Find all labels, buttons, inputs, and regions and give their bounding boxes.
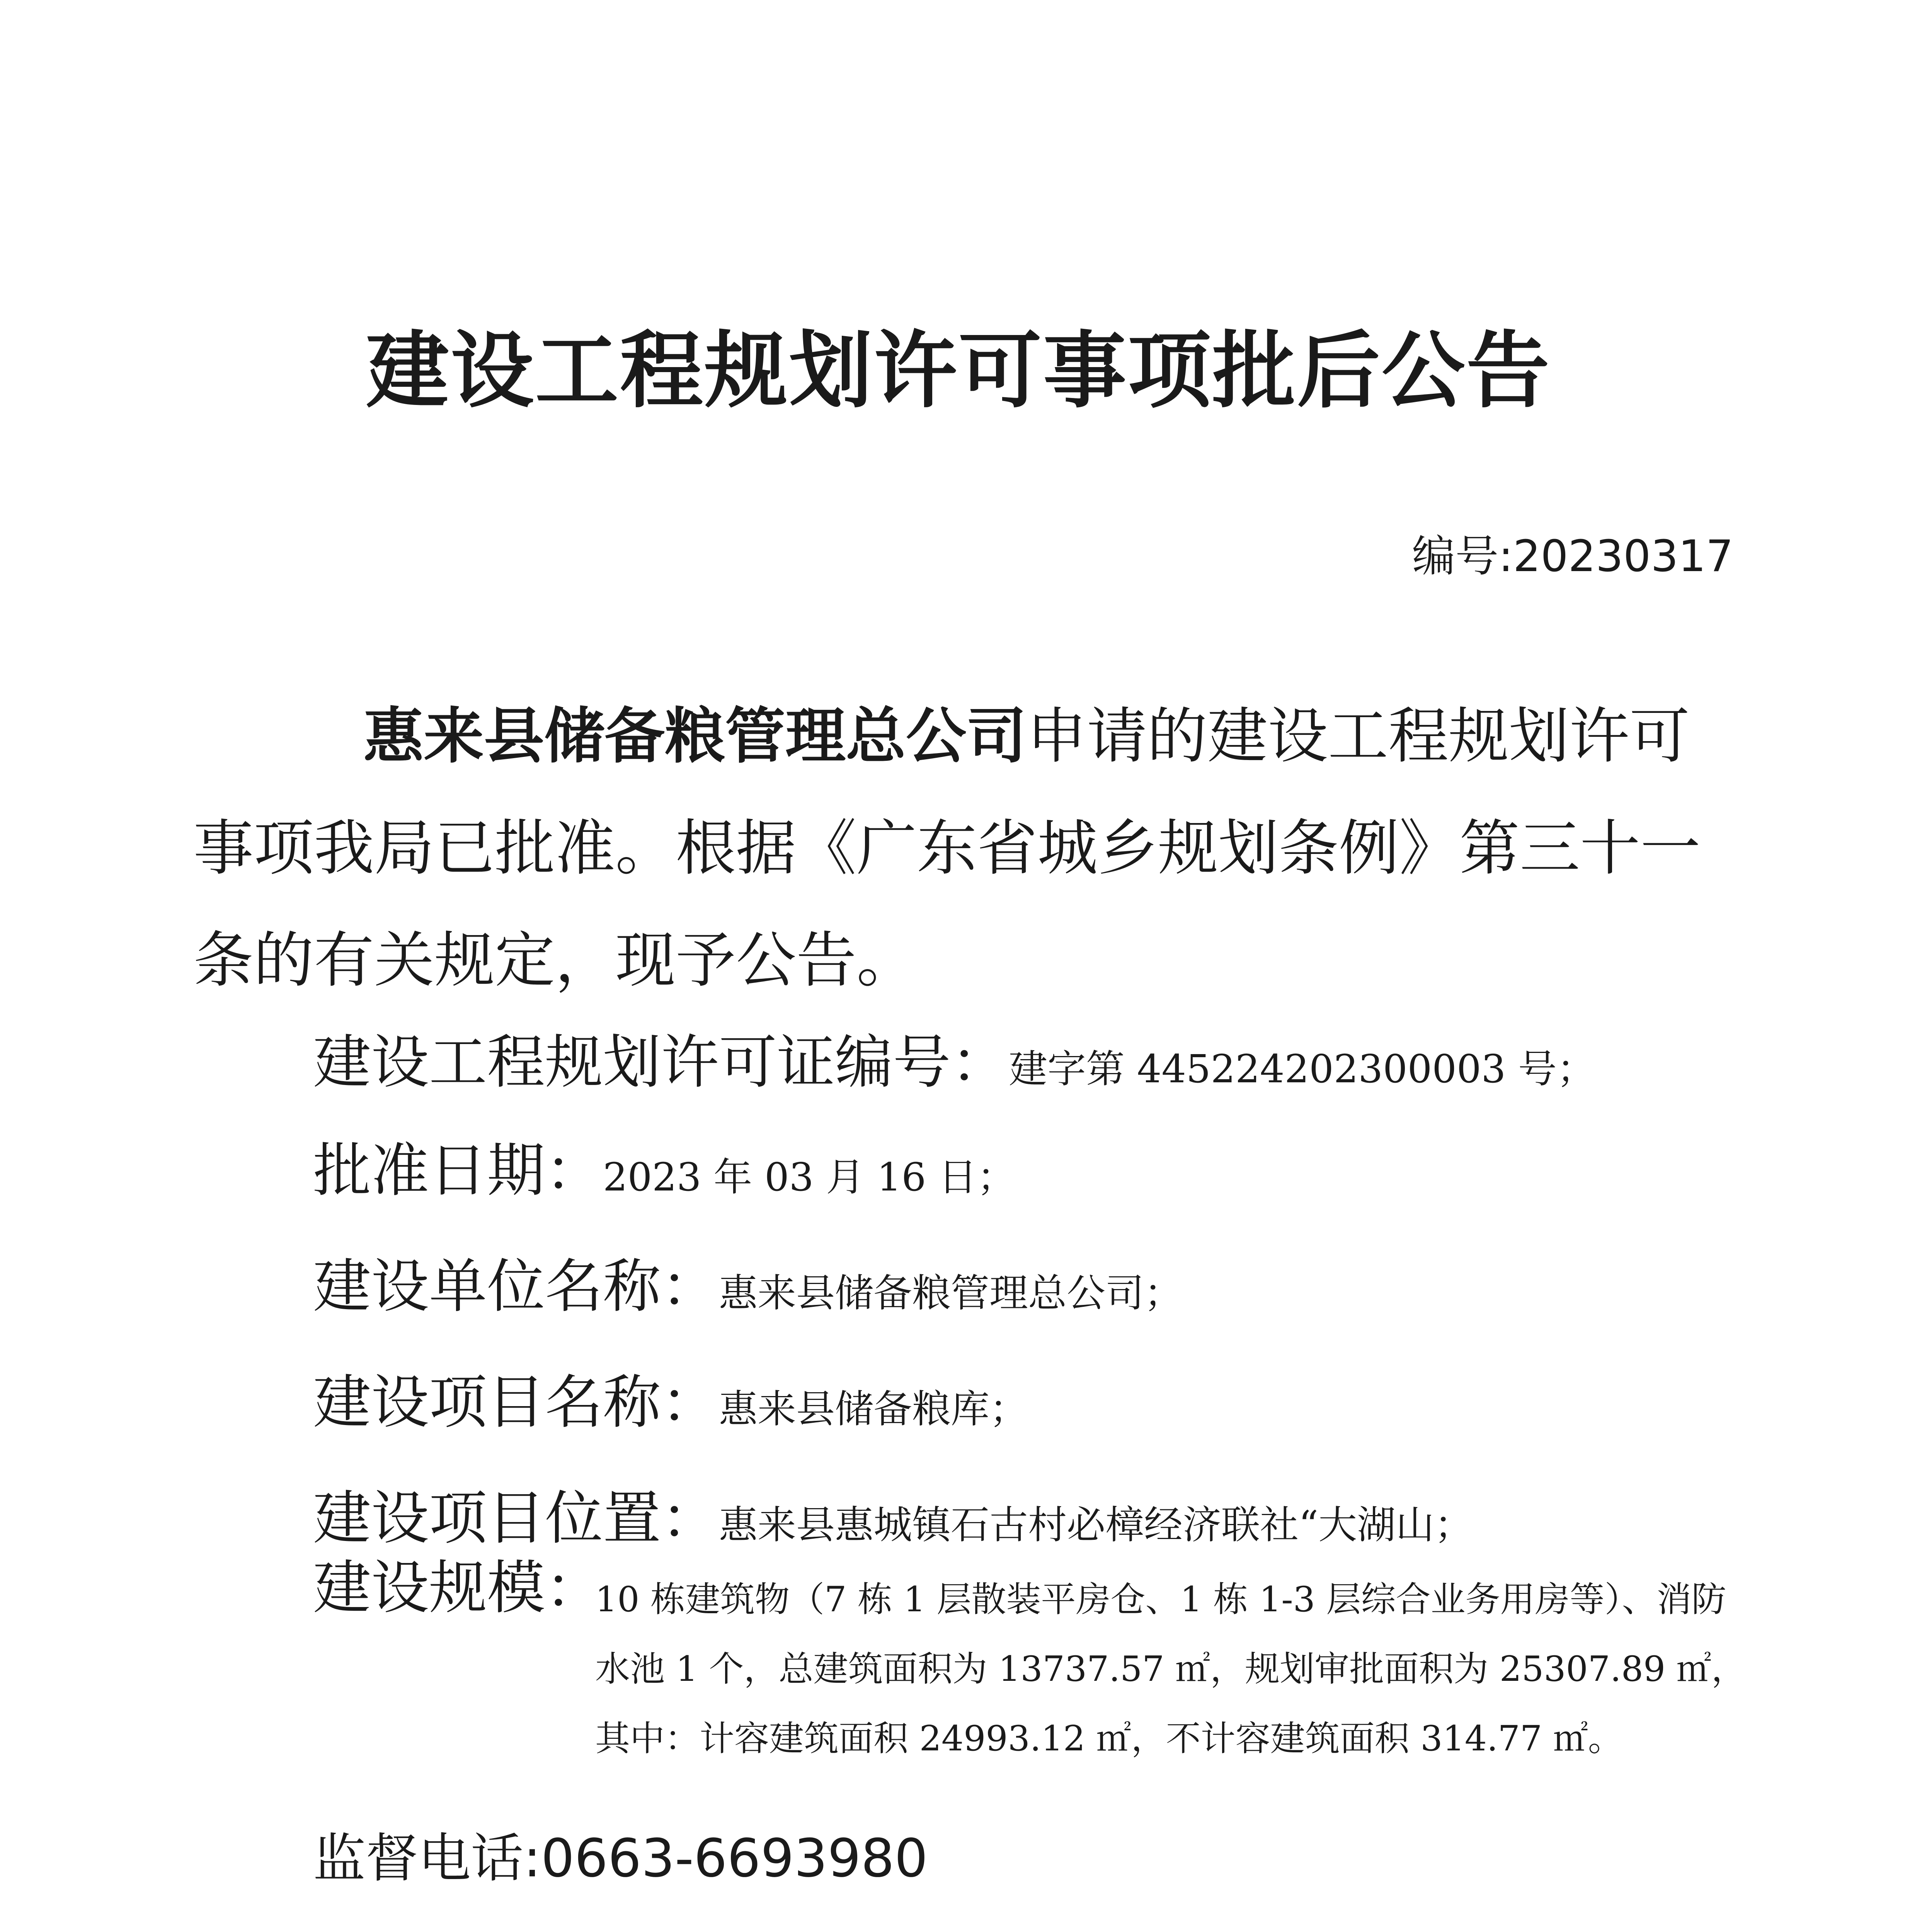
unit-name-row <box>313 1252 1183 1328</box>
permit-number-row <box>313 1028 1595 1104</box>
project-name-label: 建设项目名称： <box>313 1369 719 1436</box>
approval-date-value: 2023 年 03 月 16 日； <box>603 1155 1016 1200</box>
permit-number-label: 建设工程规划许可证编号： <box>313 1029 1009 1096</box>
project-name-row <box>313 1368 1028 1444</box>
unit-name-value: 惠来县储备粮管理总公司； <box>719 1270 1183 1316</box>
supervision-phone: 监督电话:0663-6693980 <box>313 1828 928 1889</box>
project-location-label: 建设项目位置： <box>313 1485 719 1552</box>
intro-paragraph <box>193 680 1743 1016</box>
project-location-value: 惠来县惠城镇石古村必樟经济联社“大湖山； <box>719 1502 1473 1548</box>
scale-label: 建设规模： <box>313 1554 603 1622</box>
project-name-value: 惠来县储备粮库； <box>719 1386 1028 1432</box>
permit-number-value: 建字第 445224202300003 号； <box>1009 1046 1595 1092</box>
unit-name-label: 建设单位名称： <box>313 1253 719 1320</box>
scale-value: 10 栋建筑物（7 栋 1 层散装平房仓、1 栋 1-3 层综合业务用房等）、消防水池 1 个，总建筑面积为 13737.57 ㎡，规划审批面积为 25307.89 ㎡，其中：计容建筑面积 24993.12 ㎡，不计容建筑面积 314.77 ㎡。 <box>595 1579 1746 1759</box>
document-title: 建设工程规划许可事项批后公告 <box>366 322 1551 419</box>
project-location-row <box>313 1484 1473 1560</box>
approval-date-label: 批准日期： <box>313 1137 603 1204</box>
intro-text: 申请的建设工程规划许可事项我局已批准。根据《广东省城乡规划条例》第三十一条的有关规定，现予公告。 <box>193 701 1701 995</box>
document-number: 编号:20230317 <box>1412 531 1733 582</box>
approval-date-row <box>313 1136 1016 1212</box>
applicant-company: 惠来县储备粮管理总公司 <box>363 701 1027 771</box>
